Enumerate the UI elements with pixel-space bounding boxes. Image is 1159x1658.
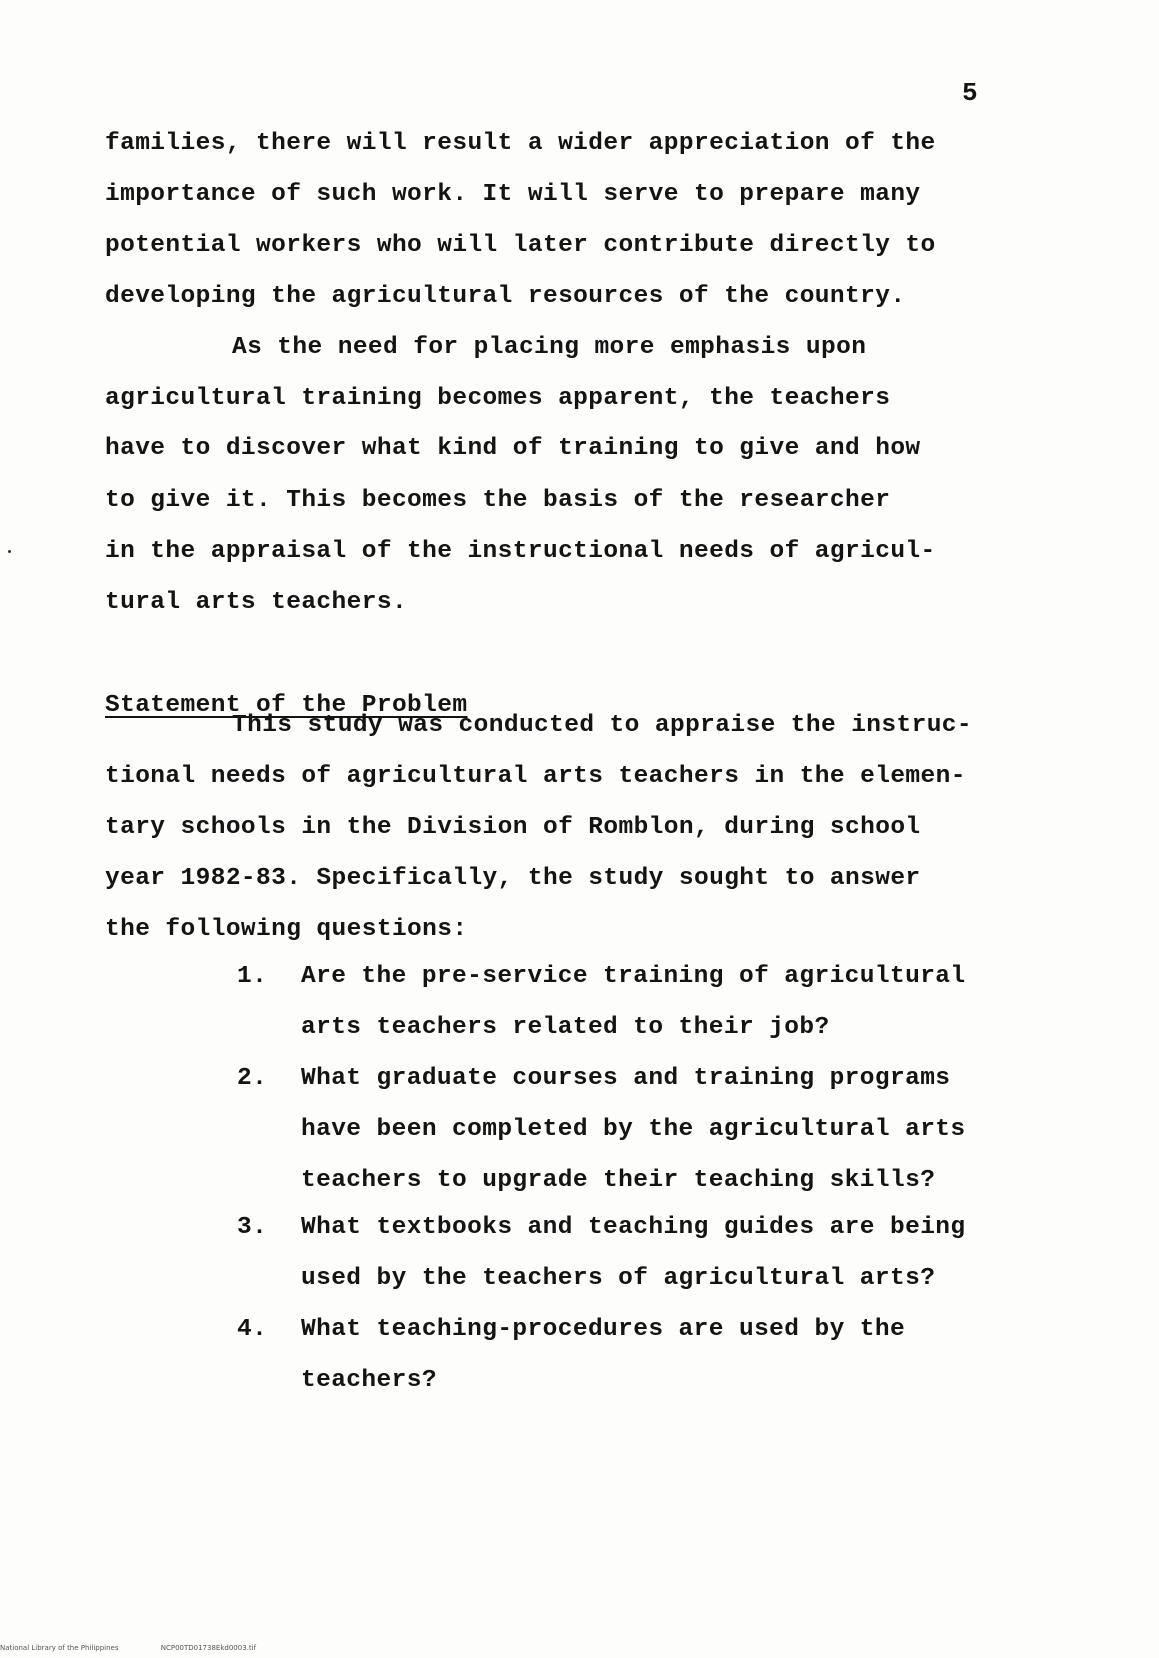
list-item-line: What textbooks and teaching guides are being [301,1214,966,1241]
list-item-line: Are the pre-service training of agricultural [301,963,966,990]
footer-file-code: NCP00TD01738Ekd0003.tif [160,1644,257,1652]
list-item-line: teachers? [301,1367,437,1394]
text-line: tural arts teachers. [105,589,408,616]
scan-footer [0,1644,600,1652]
page-number: 5 [962,78,978,108]
text-line: tary schools in the Division of Romblon, during school [105,814,921,841]
text-line: tional needs of agricultural arts teachers in the elemen- [105,763,966,790]
text-line: importance of such work. It will serve to prepare many [105,181,921,208]
text-line: year 1982-83. Specifically, the study sought to answer [105,865,921,892]
text-line: As the need for placing more emphasis upon [232,334,867,361]
text-line: potential workers who will later contribute directly to [105,232,936,259]
list-item-line: used by the teachers of agricultural arts? [301,1265,936,1292]
scan-speck [8,550,11,553]
list-item-number: 1. [237,963,268,990]
list-item-line: What teaching-procedures are used by the [301,1316,906,1343]
list-item-number: 4. [237,1316,268,1343]
list-item-line: teachers to upgrade their teaching skills? [301,1167,936,1194]
list-item-line: arts teachers related to their job? [301,1014,830,1041]
section-heading: Statement of the Problem [105,692,468,719]
footer-library: National Library of the Philippines [0,1644,119,1652]
list-item-line: have been completed by the agricultural arts [301,1116,966,1143]
list-item-line: What graduate courses and training programs [301,1065,951,1092]
text-line: families, there will result a wider appreciation of the [105,130,936,157]
text-line: developing the agricultural resources of the country. [105,283,906,310]
text-line: in the appraisal of the instructional needs of agricul- [105,538,936,565]
text-line: the following questions: [105,916,468,943]
list-item-number: 2. [237,1065,268,1092]
text-line: have to discover what kind of training to give and how [105,435,921,462]
text-line: to give it. This becomes the basis of the researcher [105,487,891,514]
text-line: agricultural training becomes apparent, the teachers [105,385,891,412]
list-item-number: 3. [237,1214,268,1241]
text-line: This study was conducted to appraise the instruc- [232,712,973,739]
